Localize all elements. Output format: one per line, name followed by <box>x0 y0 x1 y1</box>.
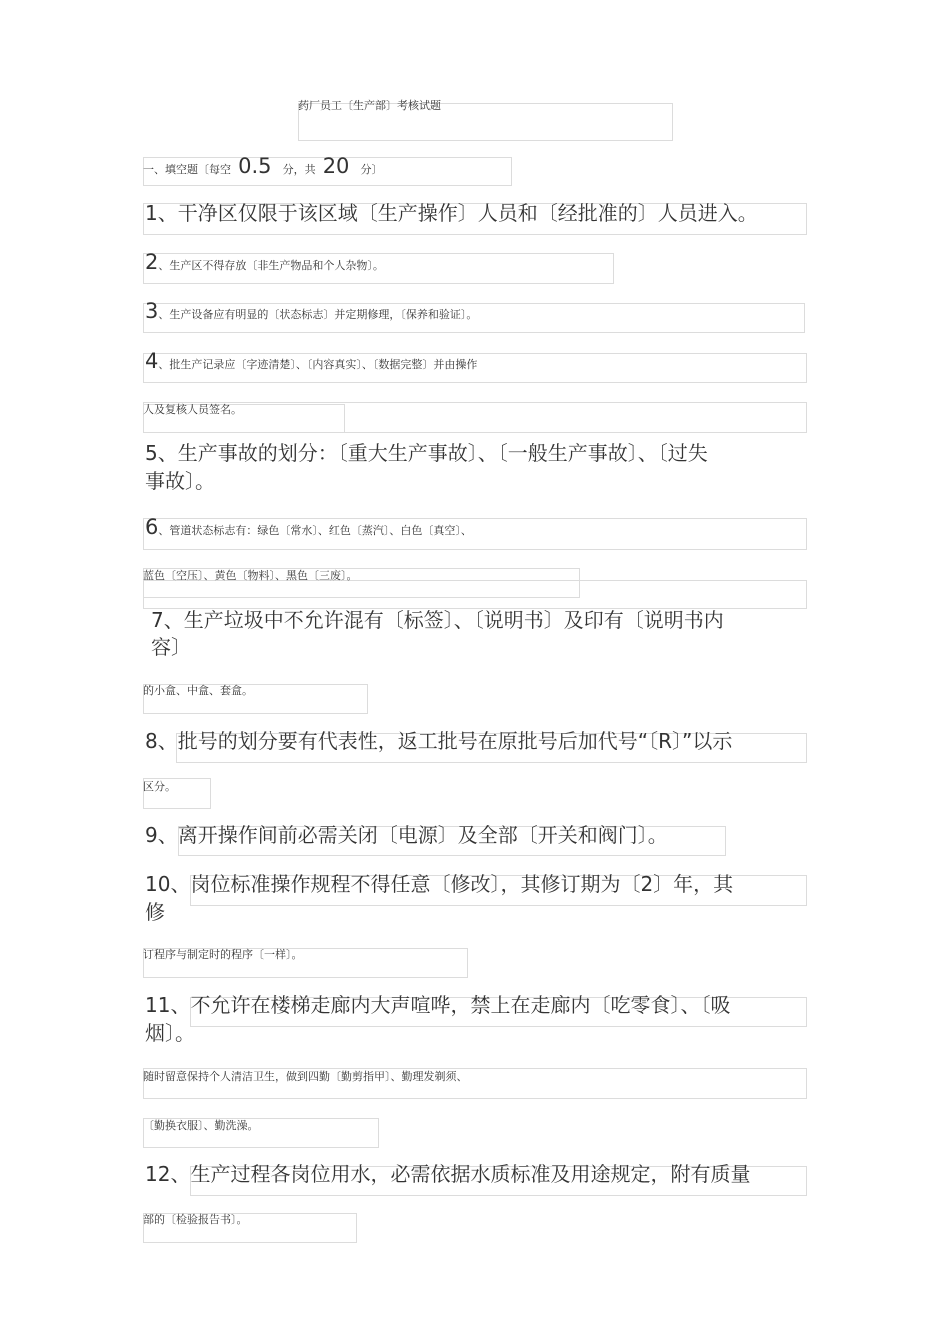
question-7-line-2: 容〕 <box>151 635 191 659</box>
section-total: 20 <box>322 154 350 178</box>
question-8: 8、批号的划分要有代表性，返工批号在原批号后加代号“〔R〕”以示 <box>145 729 733 753</box>
question-6 <box>145 514 472 540</box>
field-box <box>143 580 807 609</box>
question-2 <box>145 249 384 275</box>
section-score-each: 0.5 <box>238 154 272 178</box>
question-11-continuation-2: 〔勤换衣服〕、勤洗澡。 <box>143 1119 259 1132</box>
question-number: 3 <box>145 299 159 323</box>
question-text: 、生产设备应有明显的〔状态标志〕并定期修理，〔保养和验证〕。 <box>158 308 478 321</box>
question-5-line-1: 5、生产事故的划分：〔重大生产事故〕、〔一般生产事故〕、〔过失 <box>145 441 708 465</box>
question-4-continuation: 人及复核人员签名。 <box>143 403 242 416</box>
question-text: 、生产区不得存放〔非生产物品和个人杂物〕。 <box>158 259 384 272</box>
question-10-line-1: 10、岗位标准操作规程不得任意〔修改〕，其修订期为〔2〕年，其 <box>145 872 734 896</box>
question-11-line-2: 烟〕。 <box>145 1021 195 1045</box>
question-number: 6 <box>145 515 159 539</box>
question-3 <box>145 298 477 324</box>
question-12: 12、生产过程各岗位用水，必需依据水质标准及用途规定，附有质量 <box>145 1162 751 1186</box>
question-10-line-2: 修 <box>145 900 165 924</box>
question-text: 、批生产记录应〔字迹清楚〕、〔内容真实〕、〔数据完整〕并由操作 <box>158 358 478 371</box>
question-number: 4 <box>145 349 159 373</box>
question-5-line-2: 事故〕。 <box>145 469 215 493</box>
question-11-line-1: 11、不允许在楼梯走廊内大声喧哗，禁上在走廊内〔吃零食〕、〔吸 <box>145 993 731 1017</box>
page-title: 药厂员工〔生产部〕考核试题 <box>298 99 441 112</box>
question-6-continuation: 蓝色〔空压〕、黄色〔物料〕、黑色〔三废〕。 <box>143 569 358 582</box>
section-prefix: 一、填空题〔每空 <box>143 163 231 176</box>
question-12-continuation: 部的〔检验报告书〕。 <box>143 1213 248 1226</box>
question-number: 2 <box>145 250 159 274</box>
question-10-continuation: 订程序与制定时的程序〔一样〕。 <box>143 948 303 961</box>
section-mid: 分，共 <box>282 163 316 176</box>
section-suffix: 分〕 <box>360 163 383 176</box>
question-7-continuation: 的小盒、中盒、套盒。 <box>143 684 253 697</box>
section-heading <box>143 153 383 179</box>
question-7-line-1: 7、生产垃圾中不允许混有〔标签〕、〔说明书〕及印有〔说明书内 <box>151 608 724 632</box>
question-text: 、管道状态标志有：绿色〔常水〕、红色〔蒸汽〕、白色〔真空〕、 <box>158 524 472 537</box>
question-1: 1、干净区仅限于该区域〔生产操作〕人员和〔经批准的〕人员进入。 <box>145 201 758 225</box>
question-9: 9、离开操作间前必需关闭〔电源〕及全部〔开关和阀门〕。 <box>145 823 668 847</box>
question-11-continuation: 随时留意保持个人清洁卫生，做到四勤〔勤剪指甲〕、勤理发剃须、 <box>143 1070 468 1083</box>
question-8-continuation: 区分。 <box>143 780 176 793</box>
question-4 <box>145 348 477 374</box>
